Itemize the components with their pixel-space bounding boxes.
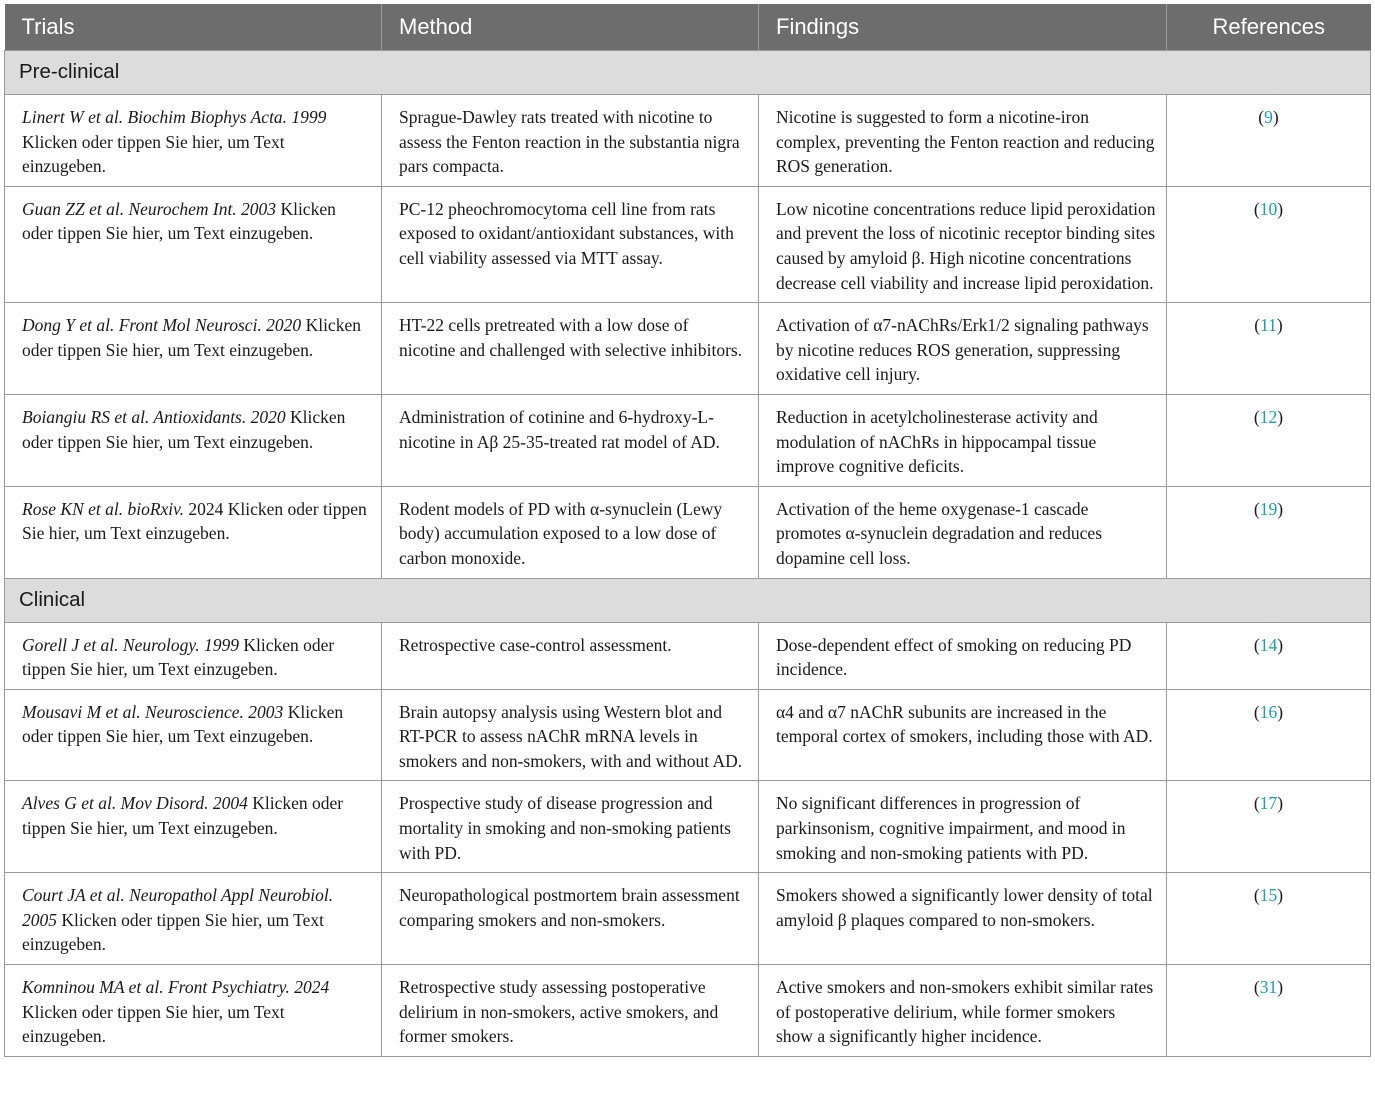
trial-cell[interactable]	[5, 394, 382, 486]
ref-open-paren: (	[1253, 198, 1260, 219]
reference-cell	[1167, 622, 1371, 689]
method-cell: HT-22 cells pretreated with a low dose of nicotine and challenged with selective inhibitors.	[382, 303, 759, 395]
table-row	[5, 622, 1371, 689]
text-placeholder[interactable]: Klicken oder tippen Sie hier, um Text einzugeben.	[22, 1001, 285, 1047]
trial-year: 2024	[184, 498, 224, 519]
ref-open-paren: (	[1253, 977, 1260, 998]
method-cell: Rodent models of PD with α-synuclein (Lewy body) accumulation exposed to a low dose of carbon monoxide.	[382, 486, 759, 578]
trial-cell[interactable]	[5, 689, 382, 781]
header-row	[5, 4, 1371, 51]
findings-cell: Activation of the heme oxygenase-1 cascade promotes α-synuclein degradation and reduces dopamine cell loss.	[759, 486, 1167, 578]
reference-cell	[1167, 689, 1371, 781]
table-row	[5, 781, 1371, 873]
method-cell: Retrospective study assessing postoperative delirium in non-smokers, active smokers, and former smokers.	[382, 965, 759, 1057]
reference-link[interactable]: 12	[1259, 406, 1278, 427]
trial-cell[interactable]	[5, 486, 382, 578]
reference-cell	[1167, 95, 1371, 187]
reference-cell	[1167, 486, 1371, 578]
table-row	[5, 873, 1371, 965]
reference-link[interactable]: 11	[1260, 315, 1277, 336]
text-placeholder[interactable]: Klicken oder tippen Sie hier, um Text einzugeben.	[22, 701, 344, 747]
ref-close-paren: )	[1277, 406, 1284, 427]
ref-close-paren: )	[1272, 107, 1279, 127]
ref-close-paren: )	[1277, 701, 1284, 722]
header-references: References	[1167, 4, 1371, 51]
findings-cell: No significant differences in progression of parkinsonism, cognitive impairment, and mood in smoking and non-smoking patients with PD.	[759, 781, 1167, 873]
text-placeholder[interactable]: Klicken oder tippen Sie hier, um Text einzugeben.	[22, 198, 336, 244]
findings-cell: Activation of α7-nAChRs/Erk1/2 signaling pathways by nicotine reduces ROS generation, suppressing oxidative cell injury.	[759, 303, 1167, 395]
ref-open-paren: (	[1253, 793, 1260, 814]
trial-citation: Rose KN et al. bioRxiv.	[22, 498, 185, 519]
ref-open-paren: (	[1253, 701, 1260, 722]
table-row	[5, 303, 1371, 395]
section-title: Clinical	[5, 578, 1371, 622]
reference-link[interactable]: 19	[1259, 498, 1278, 519]
section-row	[5, 51, 1371, 95]
trial-citation: Linert W et al. Biochim Biophys Acta. 1999	[22, 107, 327, 127]
reference-link[interactable]: 17	[1259, 793, 1278, 814]
ref-close-paren: )	[1276, 315, 1283, 336]
trial-cell[interactable]	[5, 781, 382, 873]
findings-cell: Nicotine is suggested to form a nicotine-iron complex, preventing the Fenton reaction and reducing ROS generation.	[759, 95, 1167, 187]
trial-cell[interactable]	[5, 873, 382, 965]
trial-citation: Alves G et al. Mov Disord. 2004	[22, 793, 248, 814]
method-cell: Sprague-Dawley rats treated with nicotine to assess the Fenton reaction in the substantia nigra pars compacta.	[382, 95, 759, 187]
table-row	[5, 95, 1371, 187]
text-placeholder[interactable]: Klicken oder tippen Sie hier, um Text einzugeben.	[22, 909, 324, 955]
trial-cell[interactable]	[5, 186, 382, 302]
trial-citation: Guan ZZ et al. Neurochem Int. 2003	[22, 198, 277, 219]
text-placeholder[interactable]: Klicken oder tippen Sie hier, um Text einzugeben.	[22, 131, 285, 177]
reference-cell	[1167, 186, 1371, 302]
findings-cell: Reduction in acetylcholinesterase activity and modulation of nAChRs in hippocampal tissue improve cognitive deficits.	[759, 394, 1167, 486]
table-row	[5, 965, 1371, 1057]
text-placeholder[interactable]: Klicken oder tippen Sie hier, um Text einzugeben.	[22, 634, 335, 680]
section-title: Pre-clinical	[5, 51, 1371, 95]
ref-open-paren: (	[1258, 107, 1265, 127]
trial-citation: Gorell J et al. Neurology. 1999	[22, 634, 239, 655]
method-cell: Retrospective case-control assessment.	[382, 622, 759, 689]
reference-cell	[1167, 781, 1371, 873]
reference-cell	[1167, 873, 1371, 965]
reference-link[interactable]: 16	[1259, 701, 1278, 722]
trial-citation: Court JA et al. Neuropathol Appl Neurobiol. 2005	[22, 885, 334, 930]
method-cell: Brain autopsy analysis using Western blot and RT-PCR to assess nAChR mRNA levels in smokers and non-smokers, with and without AD.	[382, 689, 759, 781]
findings-cell: α4 and α7 nAChR subunits are increased in the temporal cortex of smokers, including those with AD.	[759, 689, 1167, 781]
header-findings: Findings	[759, 4, 1167, 51]
ref-close-paren: )	[1277, 977, 1284, 998]
method-cell: Prospective study of disease progression and mortality in smoking and non-smoking patients with PD.	[382, 781, 759, 873]
reference-link[interactable]: 9	[1264, 107, 1273, 127]
ref-close-paren: )	[1277, 198, 1284, 219]
trial-cell[interactable]	[5, 622, 382, 689]
table-row	[5, 486, 1371, 578]
trial-cell[interactable]	[5, 303, 382, 395]
ref-close-paren: )	[1277, 634, 1284, 655]
ref-close-paren: )	[1277, 885, 1284, 906]
findings-cell: Smokers showed a significantly lower density of total amyloid β plaques compared to non-smokers.	[759, 873, 1167, 965]
trials-table	[4, 4, 1371, 1057]
reference-cell	[1167, 303, 1371, 395]
reference-cell	[1167, 965, 1371, 1057]
reference-link[interactable]: 15	[1259, 885, 1278, 906]
text-placeholder[interactable]: Klicken oder tippen Sie hier, um Text einzugeben.	[22, 315, 361, 360]
trial-citation: Mousavi M et al. Neuroscience. 2003	[22, 701, 284, 722]
method-cell: Administration of cotinine and 6-hydroxy-L-nicotine in Aβ 25-35-treated rat model of AD.	[382, 394, 759, 486]
ref-close-paren: )	[1277, 498, 1284, 519]
method-cell: PC-12 pheochromocytoma cell line from rats exposed to oxidant/antioxidant substances, with cell viability assessed via MTT assay.	[382, 186, 759, 302]
text-placeholder[interactable]: Klicken oder tippen Sie hier, um Text einzugeben.	[22, 498, 367, 544]
section-row	[5, 578, 1371, 622]
table-row	[5, 394, 1371, 486]
ref-open-paren: (	[1253, 885, 1260, 906]
header-trials: Trials	[5, 4, 382, 51]
ref-open-paren: (	[1253, 498, 1260, 519]
reference-link[interactable]: 10	[1259, 198, 1278, 219]
trial-cell[interactable]	[5, 95, 382, 187]
trial-citation: Dong Y et al. Front Mol Neurosci. 2020	[22, 315, 302, 336]
ref-open-paren: (	[1253, 634, 1260, 655]
text-placeholder[interactable]: Klicken oder tippen Sie hier, um Text einzugeben.	[22, 406, 346, 452]
trial-cell[interactable]	[5, 965, 382, 1057]
table-row	[5, 186, 1371, 302]
findings-cell: Low nicotine concentrations reduce lipid peroxidation and prevent the loss of nicotinic receptor binding sites caused by amyloid β. High nicotine concentrations decrease cell viability and increase lipid peroxidation.	[759, 186, 1167, 302]
method-cell: Neuropathological postmortem brain assessment comparing smokers and non-smokers.	[382, 873, 759, 965]
reference-link[interactable]: 14	[1259, 634, 1278, 655]
reference-link[interactable]: 31	[1259, 977, 1278, 998]
reference-cell	[1167, 394, 1371, 486]
ref-close-paren: )	[1277, 793, 1284, 814]
findings-cell: Active smokers and non-smokers exhibit similar rates of postoperative delirium, while former smokers show a significantly higher incidence.	[759, 965, 1167, 1057]
text-placeholder[interactable]: Klicken oder tippen Sie hier, um Text einzugeben.	[22, 793, 344, 839]
trial-citation: Komninou MA et al. Front Psychiatry. 2024	[22, 977, 330, 998]
ref-open-paren: (	[1253, 406, 1260, 427]
trial-citation: Boiangiu RS et al. Antioxidants. 2020	[22, 406, 286, 427]
table-row	[5, 689, 1371, 781]
findings-cell: Dose-dependent effect of smoking on reducing PD incidence.	[759, 622, 1167, 689]
ref-open-paren: (	[1254, 315, 1261, 336]
header-method: Method	[382, 4, 759, 51]
